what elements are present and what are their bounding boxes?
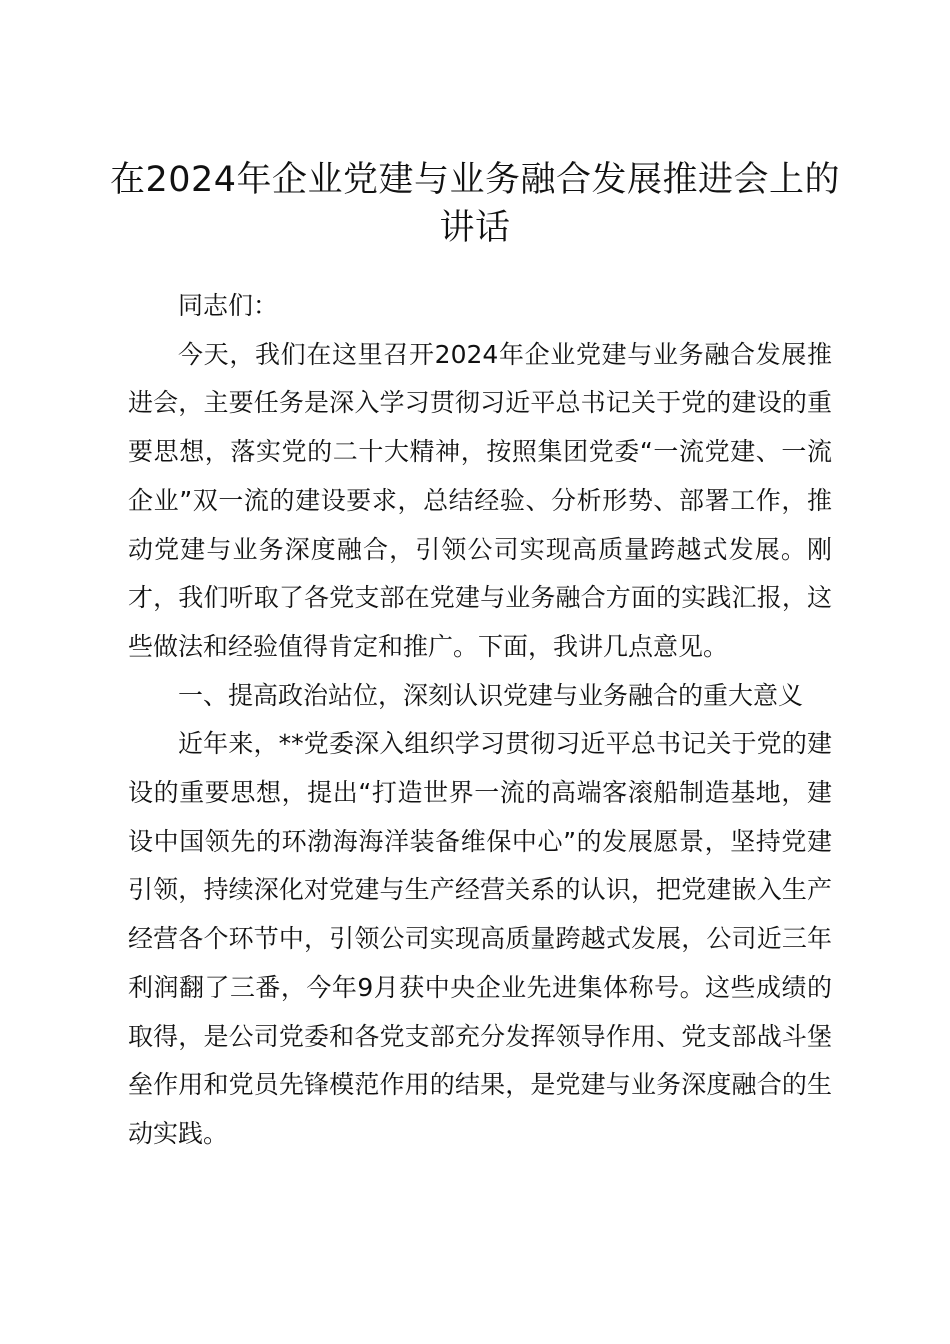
- salutation: 同志们：: [178, 291, 279, 320]
- paragraph-intro: 今天，我们在这里召开2024年企业党建与业务融合发展推进会，主要任务是深入学习贯彻习近平总书记关于党的建设的重要思想，落实党的二十大精神，按照集团党委“一流党建、一流企业”双一流的建设要求，总结经验、分析形势、部署工作，推动党建与业务深度融合，引领公司实现高质量跨越式发展。刚才，我们听取了各党支部在党建与业务融合方面的实践汇报，这些做法和经验值得肯定和推广。下面，我讲几点意见。: [128, 339, 832, 661]
- document-title: 在2024年企业党建与业务融合发展推进会上的讲话: [109, 160, 841, 248]
- section-heading-1: 一、提高政治站位，深刻认识党建与业务融合的重大意义: [178, 680, 804, 710]
- document-body: [128, 282, 832, 1159]
- paragraph-section-1: 近年来，**党委深入组织学习贯彻习近平总书记关于党的建设的重要思想，提出“打造世界一流的高端客滚船制造基地，建设中国领先的环渤海海洋装备维保中心”的发展愿景，坚持党建引领，持续深化对党建与生产经营关系的认识，把党建嵌入生产经营各个环节中，引领公司实现高质量跨越式发展，公司近三年利润翻了三番，今年9月获中央企业先进集体称号。这些成绩的取得，是公司党委和各党支部充分发挥领导作用、党支部战斗堡垒作用和党员先锋模范作用的结果，是党建与业务深度融合的生动实践。: [128, 729, 832, 1148]
